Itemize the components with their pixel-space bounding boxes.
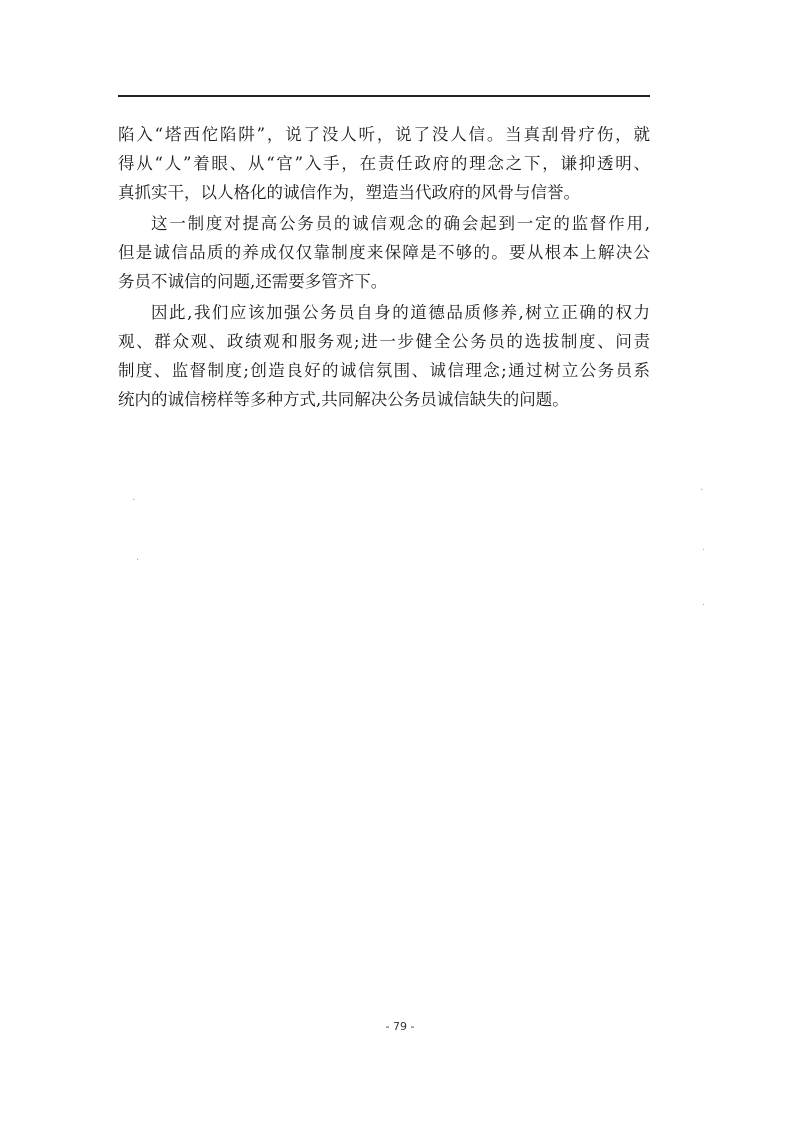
scan-speck: · [702,545,706,556]
scan-speck: · [136,555,140,566]
paragraph-line: 但是诚信品质的养成仅仅靠制度来保障是不够的。要从根本上解决公 [118,243,650,262]
paragraph-line: 因此,我们应该加强公务员自身的道德品质修养,树立正确的权力 [151,303,650,322]
paragraph-1 [118,120,650,207]
paragraph-line: 统内的诚信榜样等多种方式,共同解决公务员诚信缺失的问题。 [118,390,569,409]
paragraph-line: 观、群众观、政绩观和服务观;进一步健全公务员的选拔制度、问责 [118,332,650,351]
scan-speck: · [132,495,136,506]
paragraph-line: 务员不诚信的问题,还需要多管齐下。 [118,272,388,291]
paragraph-line: 制度、监督制度;创造良好的诚信氛围、诚信理念;通过树立公务员系 [118,361,650,380]
paragraph-line: 陷入“塔西佗陷阱”，说了没人听，说了没人信。当真刮骨疗伤，就 [118,125,650,144]
paragraph-line: 这一制度对提高公务员的诚信观念的确会起到一定的监督作用, [151,214,650,233]
paragraph-2 [118,209,650,296]
header-rule [118,95,650,97]
scan-speck: · [700,485,704,496]
scan-speck: · [702,600,706,611]
body-text [118,120,650,414]
paragraph-line: 真抓实干，以人格化的诚信作为，塑造当代政府的风骨与信誉。 [118,183,580,202]
paragraph-line: 得从“人”着眼、从“官”入手，在责任政府的理念之下，谦抑透明、 [118,154,650,173]
paragraph-3 [118,298,650,414]
page-number: - 79 - [385,1020,415,1033]
